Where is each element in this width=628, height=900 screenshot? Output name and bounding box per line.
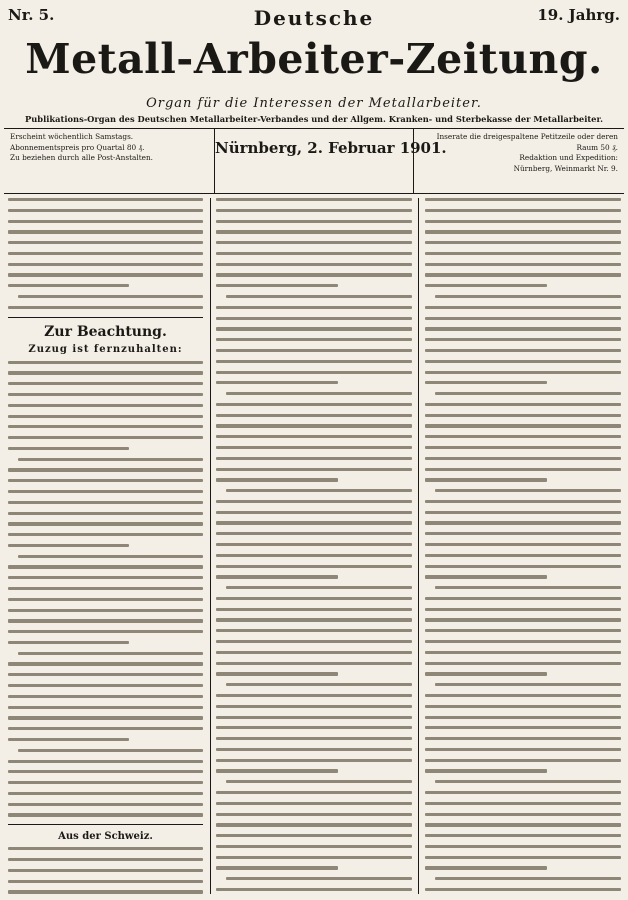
text-line bbox=[425, 532, 621, 535]
text-line bbox=[425, 403, 621, 406]
text-line bbox=[216, 640, 412, 643]
text-line bbox=[216, 608, 412, 611]
text-line bbox=[425, 856, 621, 859]
volume-year: 19. Jahrg. bbox=[537, 6, 620, 24]
info-bar bbox=[4, 128, 624, 194]
text-line bbox=[216, 263, 412, 266]
text-line bbox=[216, 317, 412, 320]
text-line bbox=[8, 890, 203, 893]
text-line bbox=[216, 845, 412, 848]
text-line bbox=[8, 781, 203, 784]
text-line bbox=[226, 683, 412, 686]
text-line bbox=[425, 220, 621, 223]
text-line bbox=[425, 672, 547, 675]
text-line bbox=[425, 694, 621, 697]
text-line bbox=[8, 598, 203, 601]
column-divider bbox=[210, 198, 211, 894]
text-line bbox=[8, 209, 203, 212]
text-line bbox=[216, 360, 412, 363]
text-line bbox=[226, 392, 412, 395]
text-line bbox=[425, 381, 547, 384]
text-line bbox=[8, 662, 203, 665]
text-line bbox=[425, 866, 547, 869]
text-line bbox=[8, 869, 203, 872]
text-line bbox=[425, 360, 621, 363]
text-line bbox=[216, 220, 412, 223]
text-line bbox=[216, 748, 412, 751]
text-line bbox=[8, 198, 203, 201]
text-line bbox=[216, 629, 412, 632]
text-line bbox=[425, 802, 621, 805]
text-line bbox=[425, 478, 547, 481]
text-line bbox=[8, 512, 203, 515]
text-line bbox=[425, 845, 621, 848]
text-line bbox=[8, 641, 129, 644]
text-line bbox=[8, 522, 203, 525]
text-line bbox=[425, 457, 621, 460]
text-line bbox=[216, 726, 412, 729]
text-line bbox=[216, 424, 412, 427]
subscription-price: Abonnementspreis pro Quartal 80 ₰. bbox=[10, 142, 145, 152]
text-line bbox=[216, 672, 338, 675]
text-line bbox=[425, 371, 621, 374]
text-line bbox=[435, 683, 621, 686]
text-line bbox=[8, 576, 203, 579]
editorial-office-label: Redaktion und Expedition: bbox=[519, 153, 618, 162]
text-line bbox=[435, 295, 621, 298]
text-line bbox=[226, 489, 412, 492]
distribution-note: Zu beziehen durch alle Post-Anstalten. bbox=[10, 153, 153, 162]
text-line bbox=[216, 716, 412, 719]
text-line bbox=[8, 436, 203, 439]
text-line bbox=[425, 500, 621, 503]
text-line bbox=[8, 252, 203, 255]
text-line bbox=[216, 273, 412, 276]
text-line bbox=[216, 543, 412, 546]
text-line bbox=[18, 458, 203, 461]
column-middle bbox=[216, 198, 412, 894]
text-line bbox=[216, 381, 338, 384]
text-line bbox=[425, 629, 621, 632]
text-line bbox=[435, 489, 621, 492]
text-line bbox=[8, 760, 203, 763]
text-line bbox=[216, 198, 412, 201]
text-line bbox=[425, 241, 621, 244]
text-line bbox=[8, 220, 203, 223]
text-line bbox=[425, 769, 547, 772]
text-line bbox=[8, 273, 203, 276]
text-line bbox=[8, 673, 203, 676]
text-line bbox=[8, 230, 203, 233]
article-body bbox=[425, 198, 621, 894]
text-line bbox=[8, 738, 129, 741]
text-line bbox=[425, 543, 621, 546]
text-line bbox=[216, 834, 412, 837]
column-left bbox=[8, 198, 203, 894]
text-line bbox=[216, 284, 338, 287]
text-line bbox=[425, 597, 621, 600]
text-line bbox=[216, 597, 412, 600]
text-line bbox=[216, 457, 412, 460]
text-line bbox=[216, 209, 412, 212]
text-line bbox=[425, 468, 621, 471]
text-line bbox=[18, 749, 203, 752]
text-line bbox=[8, 263, 203, 266]
ad-rate: Inserate die dreigespaltene Petitzeile oder deren Raum 50 ₰. bbox=[436, 132, 618, 152]
text-line bbox=[425, 327, 621, 330]
text-line bbox=[425, 640, 621, 643]
text-line bbox=[425, 338, 621, 341]
masthead-topline bbox=[8, 6, 620, 28]
text-line bbox=[8, 425, 203, 428]
text-line bbox=[425, 813, 621, 816]
text-line bbox=[216, 694, 412, 697]
text-line bbox=[8, 706, 203, 709]
text-line bbox=[8, 382, 203, 385]
text-line bbox=[216, 769, 338, 772]
text-line bbox=[216, 565, 412, 568]
text-line bbox=[216, 791, 412, 794]
text-line bbox=[8, 447, 129, 450]
text-line bbox=[425, 888, 621, 891]
text-line bbox=[435, 780, 621, 783]
column-right bbox=[425, 198, 621, 894]
text-line bbox=[425, 823, 621, 826]
text-line bbox=[8, 284, 129, 287]
text-line bbox=[8, 361, 203, 364]
text-line bbox=[8, 695, 203, 698]
text-line bbox=[8, 468, 203, 471]
text-line bbox=[216, 856, 412, 859]
text-line bbox=[8, 306, 203, 309]
text-line bbox=[425, 608, 621, 611]
text-line bbox=[8, 404, 203, 407]
article-body bbox=[8, 847, 203, 894]
text-line bbox=[216, 241, 412, 244]
column-divider bbox=[418, 198, 419, 894]
text-line bbox=[8, 393, 203, 396]
text-line bbox=[425, 726, 621, 729]
text-line bbox=[425, 705, 621, 708]
dateline-box bbox=[214, 129, 447, 193]
text-line bbox=[8, 619, 203, 622]
text-line bbox=[18, 295, 203, 298]
text-line bbox=[425, 198, 621, 201]
text-line bbox=[216, 888, 412, 891]
text-line bbox=[216, 500, 412, 503]
text-line bbox=[216, 575, 338, 578]
text-line bbox=[425, 618, 621, 621]
text-line bbox=[216, 468, 412, 471]
text-line bbox=[425, 435, 621, 438]
text-line bbox=[8, 880, 203, 883]
text-line bbox=[425, 834, 621, 837]
text-line bbox=[425, 511, 621, 514]
text-line bbox=[425, 414, 621, 417]
text-line bbox=[216, 252, 412, 255]
text-line bbox=[216, 521, 412, 524]
text-line bbox=[425, 424, 621, 427]
text-line bbox=[425, 252, 621, 255]
text-line bbox=[216, 705, 412, 708]
text-line bbox=[425, 759, 621, 762]
text-line bbox=[8, 847, 203, 850]
text-line bbox=[425, 230, 621, 233]
contents-summary bbox=[8, 198, 203, 309]
text-line bbox=[216, 435, 412, 438]
text-line bbox=[425, 716, 621, 719]
text-line bbox=[216, 802, 412, 805]
text-line bbox=[435, 586, 621, 589]
text-line bbox=[8, 241, 203, 244]
text-line bbox=[216, 554, 412, 557]
text-line bbox=[8, 792, 203, 795]
section-divider bbox=[8, 824, 203, 825]
text-line bbox=[216, 327, 412, 330]
text-line bbox=[216, 306, 412, 309]
text-line bbox=[425, 737, 621, 740]
text-line bbox=[216, 823, 412, 826]
notice-heading: Zur Beachtung. bbox=[44, 323, 167, 340]
text-line bbox=[8, 716, 203, 719]
text-line bbox=[425, 209, 621, 212]
text-line bbox=[425, 791, 621, 794]
text-line bbox=[8, 609, 203, 612]
text-line bbox=[425, 651, 621, 654]
text-line bbox=[8, 630, 203, 633]
text-line bbox=[425, 521, 621, 524]
text-line bbox=[8, 544, 129, 547]
text-line bbox=[216, 759, 412, 762]
text-line bbox=[425, 662, 621, 665]
section-divider bbox=[8, 317, 203, 318]
editorial-office-address: Nürnberg, Weinmarkt Nr. 9. bbox=[513, 163, 618, 173]
text-line bbox=[216, 446, 412, 449]
text-line bbox=[18, 652, 203, 655]
subscription-info bbox=[10, 132, 206, 164]
text-line bbox=[425, 748, 621, 751]
text-line bbox=[216, 371, 412, 374]
text-line bbox=[216, 618, 412, 621]
text-line bbox=[216, 349, 412, 352]
text-line bbox=[425, 446, 621, 449]
text-line bbox=[425, 273, 621, 276]
text-line bbox=[216, 532, 412, 535]
text-line bbox=[425, 349, 621, 352]
strike-notice-list bbox=[8, 361, 203, 817]
text-line bbox=[8, 684, 203, 687]
publication-schedule: Erscheint wöchentlich Samstags. bbox=[10, 132, 134, 141]
text-line bbox=[8, 533, 203, 536]
text-line bbox=[8, 803, 203, 806]
text-line bbox=[425, 317, 621, 320]
text-line bbox=[8, 501, 203, 504]
issue-number: Nr. 5. bbox=[8, 6, 55, 24]
text-line bbox=[216, 403, 412, 406]
text-line bbox=[8, 490, 203, 493]
text-line bbox=[8, 415, 203, 418]
text-line bbox=[226, 780, 412, 783]
text-line bbox=[425, 284, 547, 287]
organ-line: Publikations-Organ des Deutschen Metallarbeiter-Verbandes und der Allgem. Kranken- und Sterbekasse der Metallarbeiter. bbox=[25, 114, 603, 124]
text-line bbox=[8, 858, 203, 861]
newspaper-subtitle: Organ für die Interessen der Metallarbeiter. bbox=[146, 96, 482, 111]
text-line bbox=[8, 479, 203, 482]
text-line bbox=[8, 770, 203, 773]
text-line bbox=[435, 877, 621, 880]
dateline: Nürnberg, 2. Februar 1901. bbox=[215, 139, 447, 157]
text-line bbox=[425, 263, 621, 266]
text-line bbox=[425, 554, 621, 557]
title-prefix: Deutsche bbox=[253, 6, 375, 30]
text-line bbox=[216, 230, 412, 233]
text-line bbox=[216, 662, 412, 665]
notice-subheading: Zuzug ist fernzuhalten: bbox=[28, 343, 183, 355]
article-heading: Aus der Schweiz. bbox=[58, 831, 153, 843]
text-line bbox=[226, 295, 412, 298]
text-line bbox=[8, 727, 203, 730]
text-line bbox=[425, 306, 621, 309]
text-line bbox=[216, 478, 338, 481]
text-line bbox=[216, 338, 412, 341]
text-line bbox=[425, 565, 621, 568]
text-line bbox=[18, 555, 203, 558]
text-line bbox=[216, 866, 338, 869]
text-line bbox=[226, 586, 412, 589]
text-line bbox=[216, 813, 412, 816]
text-line bbox=[216, 511, 412, 514]
text-line bbox=[8, 813, 203, 816]
newspaper-title: Metall-Arbeiter-Zeitung. bbox=[25, 35, 603, 83]
text-line bbox=[435, 392, 621, 395]
text-line bbox=[8, 565, 203, 568]
article-body bbox=[216, 198, 412, 894]
text-line bbox=[8, 587, 203, 590]
text-line bbox=[8, 371, 203, 374]
text-line bbox=[425, 575, 547, 578]
text-line bbox=[216, 414, 412, 417]
text-line bbox=[216, 737, 412, 740]
text-line bbox=[216, 651, 412, 654]
advertising-info bbox=[422, 132, 618, 174]
text-line bbox=[226, 877, 412, 880]
